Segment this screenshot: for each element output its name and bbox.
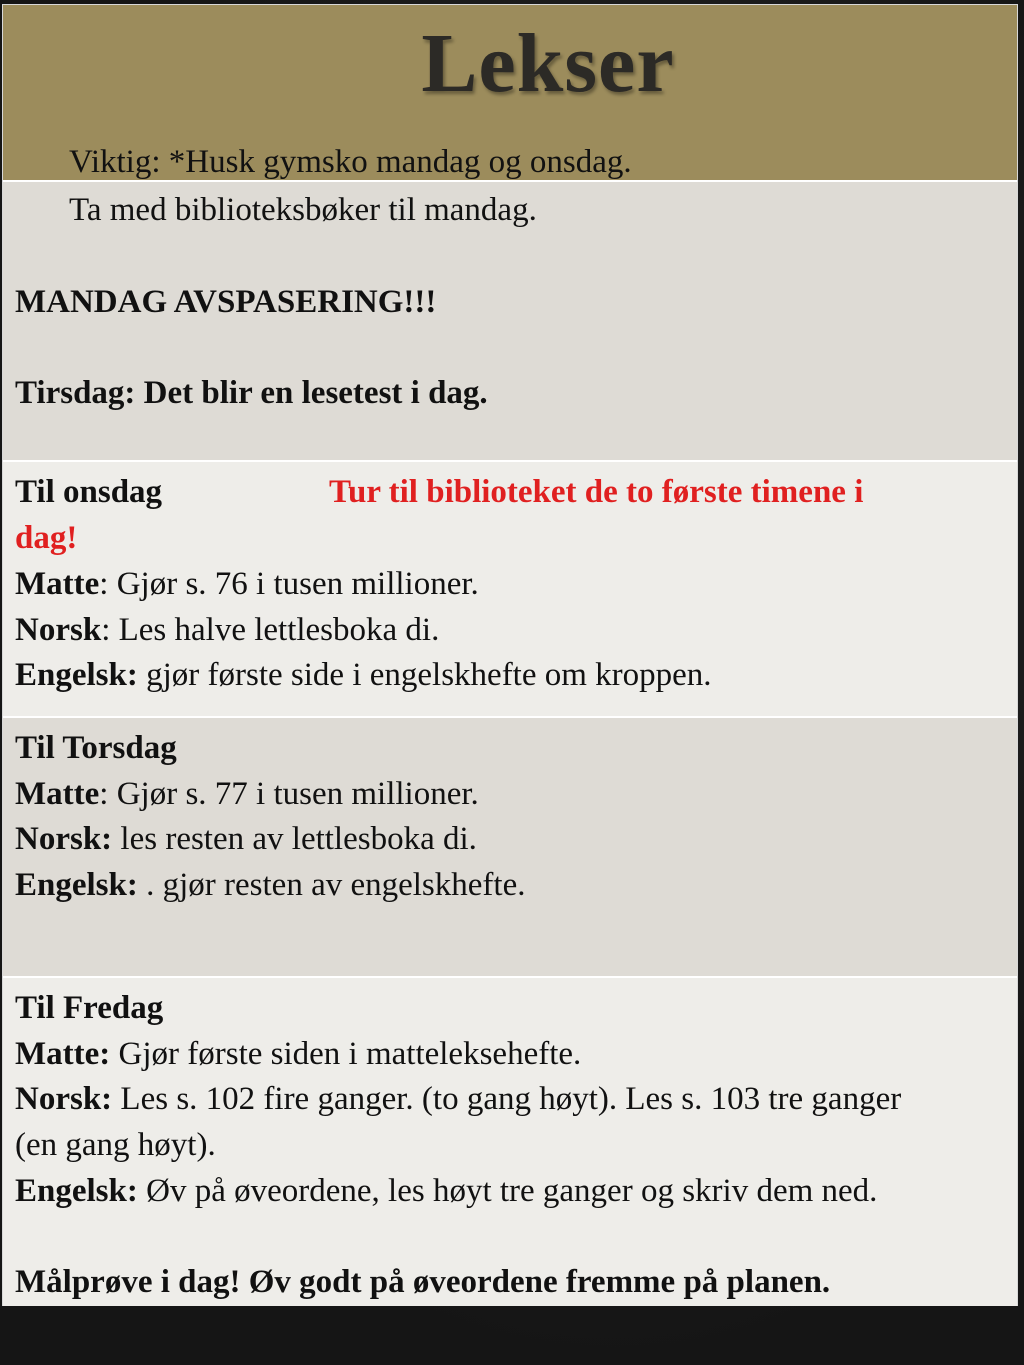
thursday-matte <box>15 778 479 811</box>
wednesday-engelsk <box>15 659 712 692</box>
task-text: : Gjør s. 77 i tusen millioner. <box>99 776 479 812</box>
wednesday-matte <box>15 568 479 601</box>
monday-avspasering: MANDAG AVSPASERING!!! <box>15 284 437 320</box>
subject-label: Engelsk: <box>15 1173 138 1209</box>
wednesday-norsk <box>15 614 439 647</box>
friday-matte <box>15 1038 581 1071</box>
page-title: Lekser <box>421 17 675 110</box>
homework-table <box>2 4 1018 1306</box>
tuesday-note: Tirsdag: Det blir en lesetest i dag. <box>15 375 488 411</box>
wednesday-heading: Til onsdag <box>15 474 163 510</box>
row-thursday <box>3 716 1017 976</box>
subject-label: Engelsk: <box>15 657 138 693</box>
subject-label: Engelsk: <box>15 867 138 903</box>
subject-label: Matte: <box>15 1036 111 1072</box>
friday-norsk-continued: (en gang høyt). <box>15 1127 216 1163</box>
subject-label: Norsk: <box>15 821 113 857</box>
subject-label: Matte <box>15 776 100 812</box>
note-bibliotek: Ta med biblioteksbøker til mandag. <box>69 192 537 228</box>
task-text: Øv på øveordene, les høyt tre ganger og skriv dem ned. <box>137 1173 878 1209</box>
friday-norsk <box>15 1083 901 1116</box>
task-text: gjør første side i engelskhefte om kroppen. <box>137 657 712 693</box>
subject-label: Matte <box>15 566 100 602</box>
task-text: Gjør første siden i matteleksehefte. <box>110 1036 582 1072</box>
task-text: les resten av lettlesboka di. <box>112 821 477 857</box>
thursday-norsk <box>15 823 477 856</box>
library-trip-line1: Tur til biblioteket de to første timene i <box>329 474 864 510</box>
subject-label: Norsk <box>15 612 102 648</box>
task-text: : Les halve lettlesboka di. <box>101 612 440 648</box>
library-trip-line2: dag! <box>15 520 78 556</box>
thursday-engelsk <box>15 869 525 902</box>
row-friday <box>3 976 1017 1306</box>
row-wednesday <box>3 460 1017 716</box>
subject-label: Norsk: <box>15 1081 113 1117</box>
friday-engelsk <box>15 1175 877 1208</box>
friday-malprove: Målprøve i dag! Øv godt på øveordene fremme på planen. <box>15 1264 831 1300</box>
thursday-heading: Til Torsdag <box>15 730 177 766</box>
task-text: : Gjør s. 76 i tusen millioner. <box>99 566 479 602</box>
friday-heading: Til Fredag <box>15 990 164 1026</box>
note-viktig: Viktig: *Husk gymsko mandag og onsdag. <box>69 144 632 180</box>
task-text: . gjør resten av engelskhefte. <box>137 867 526 903</box>
task-text: Les s. 102 fire ganger. (to gang høyt). Les s. 103 tre ganger <box>112 1081 902 1117</box>
